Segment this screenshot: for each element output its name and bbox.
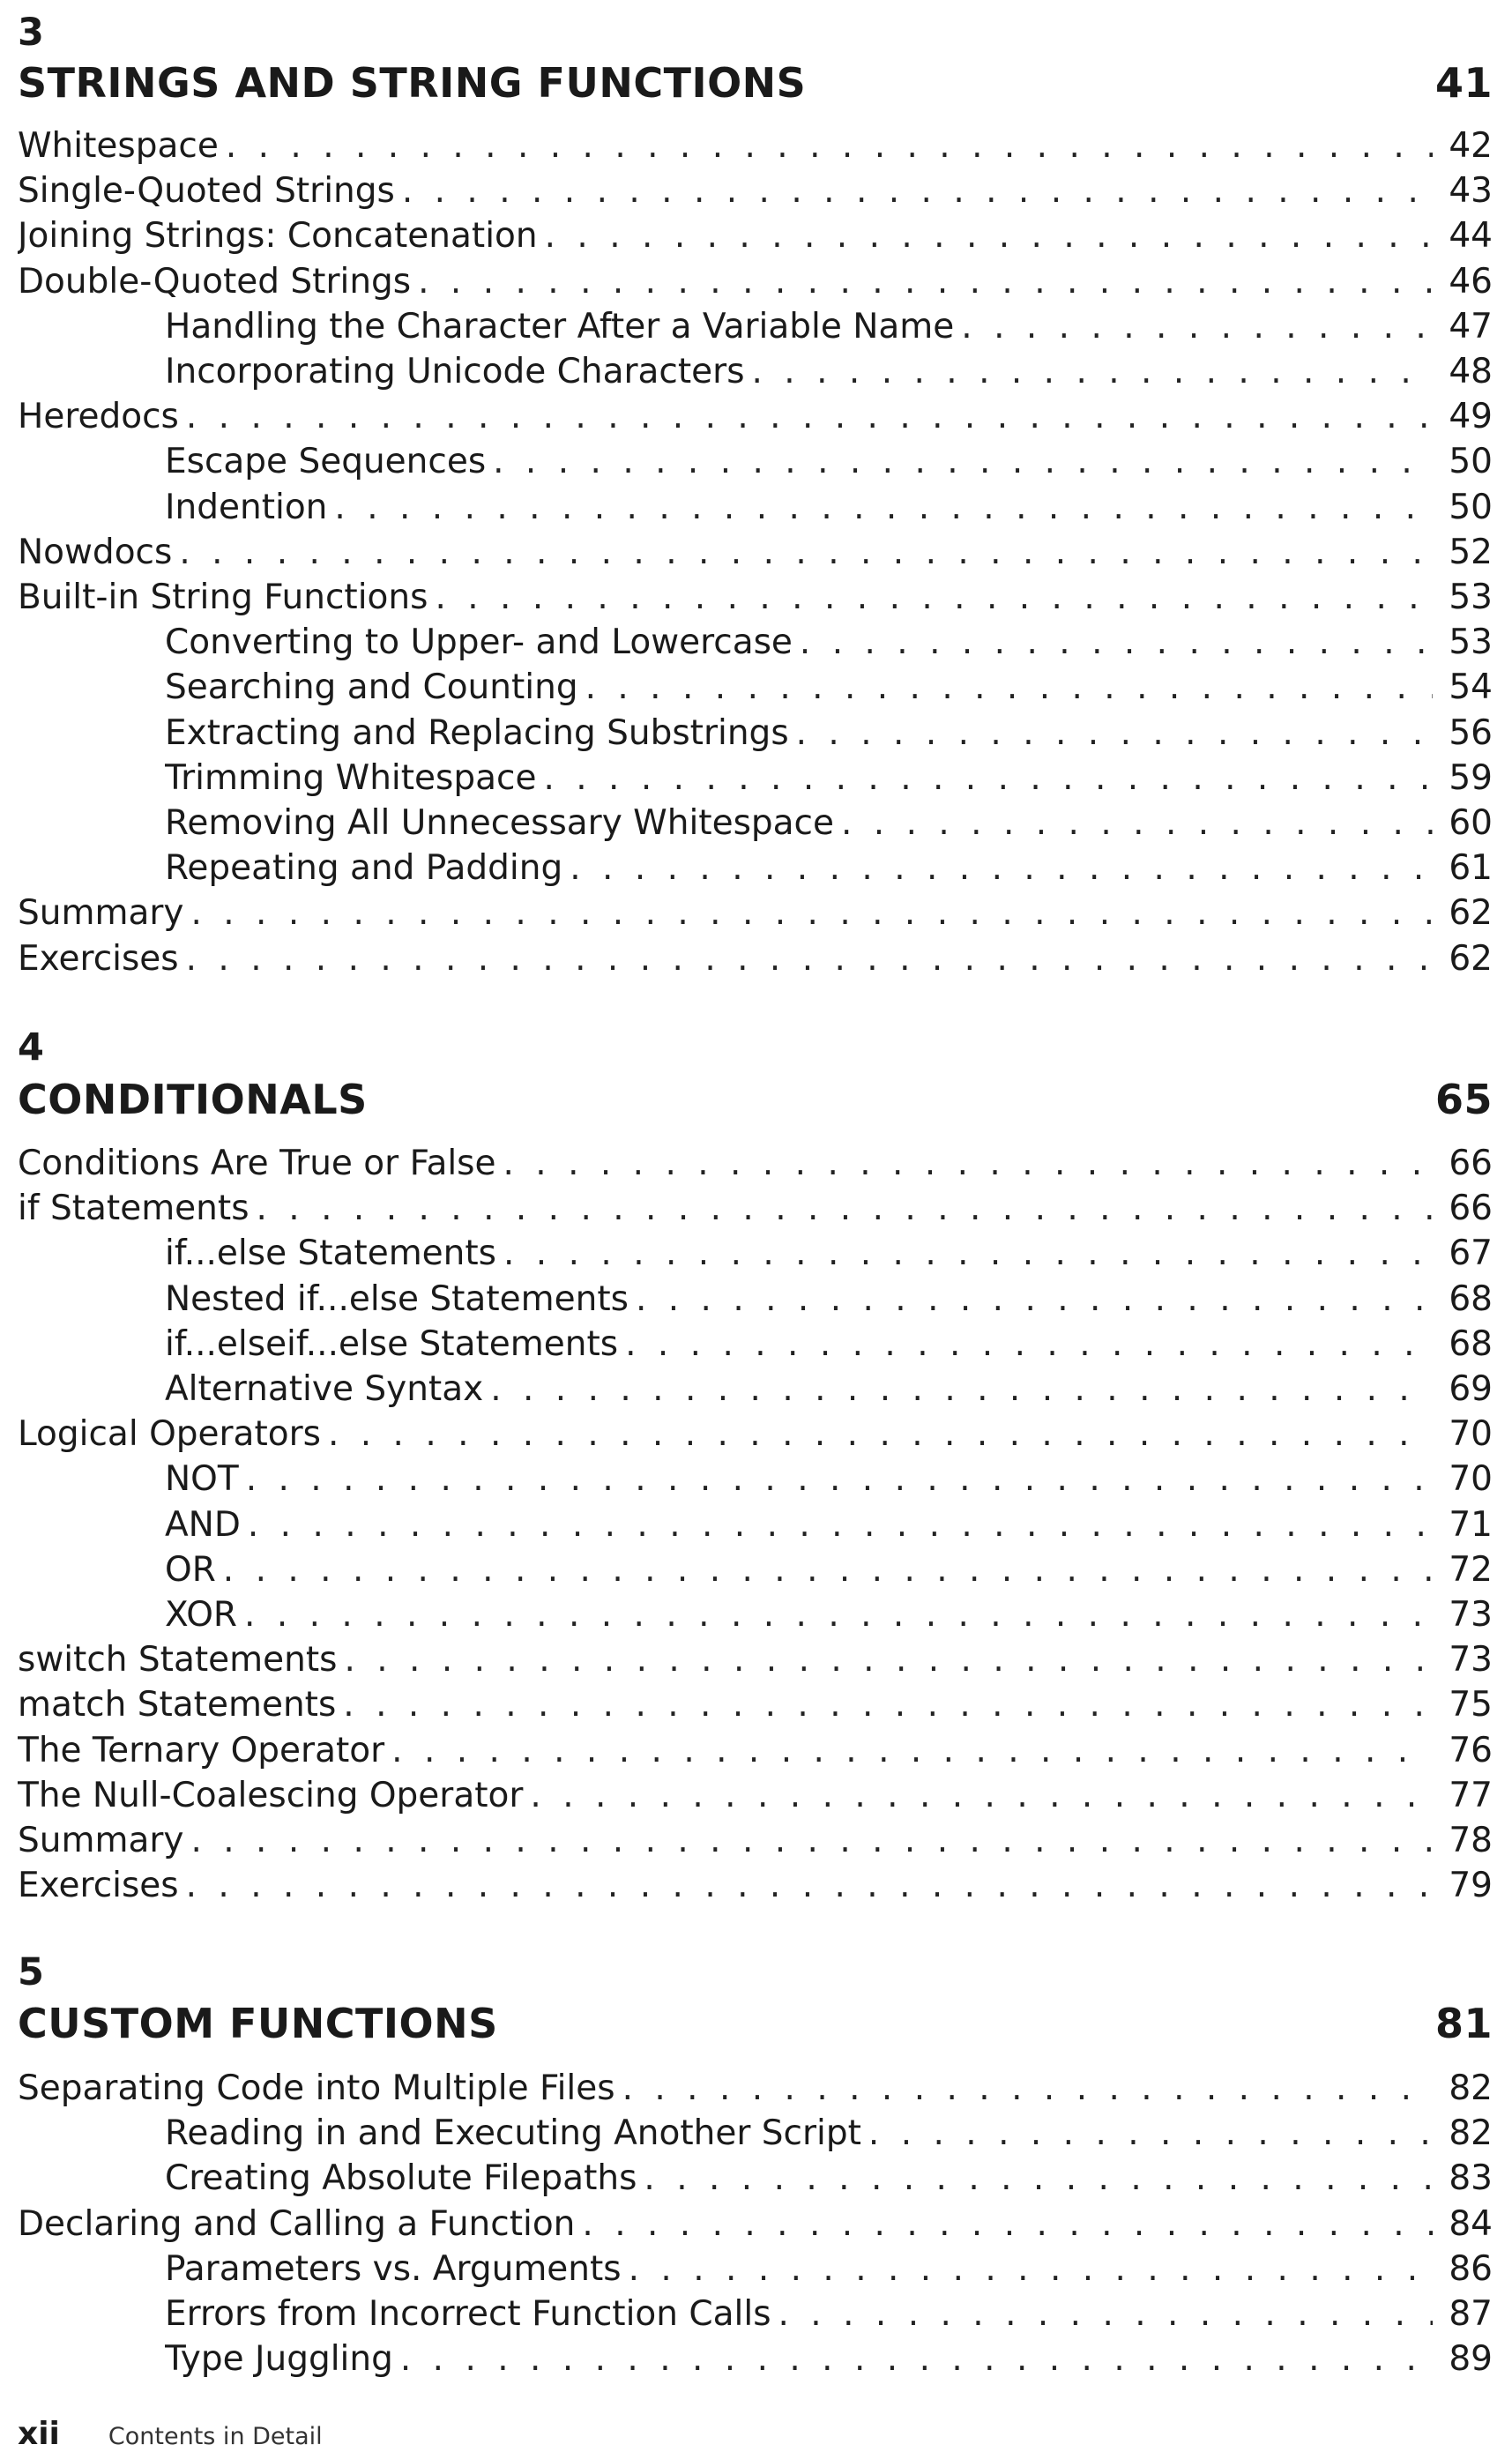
toc-entry-page: 53	[1449, 622, 1493, 663]
toc-entry-page: 73	[1449, 1640, 1493, 1681]
toc-entry-page: 54	[1449, 667, 1493, 708]
toc-entry-title: XOR	[165, 1595, 238, 1635]
toc-entry-page: 67	[1449, 1233, 1493, 1274]
chapter-title: CONDITIONALS	[18, 1076, 368, 1123]
toc-entry-page: 43	[1449, 171, 1493, 212]
toc-entry-page: 42	[1449, 126, 1493, 166]
chapter-title-row[interactable]	[18, 1076, 1493, 1123]
dot-leader	[172, 530, 1433, 575]
toc-entry-title: Indention	[165, 487, 328, 527]
toc-entry-page: 56	[1449, 712, 1493, 753]
page-footer	[18, 2416, 323, 2452]
toc-entry-page: 78	[1449, 1821, 1493, 1860]
toc-entry[interactable]	[165, 1502, 1493, 1547]
toc-entry[interactable]	[18, 1682, 1493, 1727]
toc-entry-page: 82	[1449, 2068, 1493, 2108]
dot-leader	[486, 439, 1433, 484]
toc-entry-title: if...else Statements	[165, 1233, 497, 1274]
dot-leader	[834, 801, 1433, 846]
dot-leader	[861, 2111, 1433, 2156]
toc-entry[interactable]	[18, 2066, 1493, 2111]
toc-entry[interactable]	[165, 801, 1493, 846]
toc-entry-page: 66	[1449, 1144, 1493, 1183]
toc-entry-page: 50	[1449, 442, 1493, 482]
toc-entry-title: OR	[165, 1549, 216, 1590]
chapter-number: 5	[18, 1950, 44, 1994]
toc-entry-title: Exercises	[18, 1866, 179, 1906]
toc-entry[interactable]	[165, 1457, 1493, 1502]
toc-entry-title: Creating Absolute Filepaths	[165, 2158, 637, 2199]
toc-entry-page: 68	[1449, 1323, 1493, 1364]
toc-entry[interactable]	[165, 711, 1493, 756]
dot-leader	[327, 485, 1433, 530]
dot-leader	[496, 1141, 1434, 1186]
toc-entry-page: 48	[1449, 352, 1493, 391]
toc-entry[interactable]	[18, 2202, 1493, 2247]
toc-entry[interactable]	[18, 891, 1493, 935]
toc-entry-title: Joining Strings: Concatenation	[18, 216, 538, 257]
toc-entry-page: 66	[1449, 1189, 1493, 1229]
chapter-page: 41	[1434, 59, 1493, 107]
dot-leader	[216, 1547, 1433, 1592]
toc-entry-page: 87	[1449, 2294, 1493, 2334]
toc-entry[interactable]	[165, 2156, 1493, 2201]
toc-entry-title: Double-Quoted Strings	[18, 261, 412, 302]
chapter-page: 65	[1434, 1076, 1493, 1123]
toc-entry-title: Summary	[18, 1821, 184, 1860]
toc-entry-title: Searching and Counting	[165, 667, 578, 708]
toc-entry-page: 59	[1449, 757, 1493, 798]
toc-entry-title: Nested if...else Statements	[165, 1278, 629, 1319]
toc-entry[interactable]	[18, 1412, 1493, 1457]
dot-leader	[183, 891, 1433, 935]
toc-entry[interactable]	[165, 756, 1493, 801]
toc-entry-title: if Statements	[18, 1189, 250, 1229]
toc-entry[interactable]	[18, 1773, 1493, 1818]
dot-leader	[622, 2247, 1433, 2292]
dot-leader	[771, 2292, 1433, 2336]
dot-leader	[496, 1231, 1433, 1276]
toc-entry-title: if...elseif...else Statements	[165, 1323, 619, 1364]
toc-entry-title: Conditions Are True or False	[18, 1144, 496, 1183]
toc-entry-page: 60	[1449, 803, 1493, 843]
toc-entry-title: Escape Sequences	[165, 442, 487, 482]
toc-entry[interactable]	[165, 1277, 1493, 1322]
toc-entry-title: Parameters vs. Arguments	[165, 2248, 622, 2289]
dot-leader	[179, 394, 1433, 439]
toc-entry-page: 83	[1449, 2158, 1493, 2199]
chapter-title-row[interactable]	[18, 2000, 1493, 2047]
toc-entry-title: Nowdocs	[18, 532, 173, 572]
toc-entry[interactable]	[165, 846, 1493, 891]
chapter-title-row[interactable]	[18, 59, 1493, 107]
dot-leader	[428, 575, 1433, 620]
chapter-title: STRINGS AND STRING FUNCTIONS	[18, 59, 807, 107]
toc-entry-title: The Ternary Operator	[18, 1730, 385, 1770]
toc-entry[interactable]	[165, 2336, 1493, 2381]
toc-entry-title: Incorporating Unicode Characters	[165, 352, 745, 391]
toc-entry-title: Repeating and Padding	[165, 848, 563, 889]
toc-entry-title: Converting to Upper- and Lowercase	[165, 622, 793, 663]
toc-entry-page: 82	[1449, 2113, 1493, 2154]
toc-entry-page: 61	[1449, 848, 1493, 889]
toc-entry[interactable]	[18, 1186, 1493, 1231]
toc-entry-page: 71	[1449, 1504, 1493, 1545]
chapter-title: CUSTOM FUNCTIONS	[18, 2000, 498, 2047]
toc-entry[interactable]	[165, 1322, 1493, 1367]
toc-entry[interactable]	[165, 620, 1493, 665]
toc-entry-title: Heredocs	[18, 397, 179, 437]
toc-entry[interactable]	[165, 665, 1493, 710]
dot-leader	[337, 1637, 1433, 1682]
footer-page-number: xii	[18, 2416, 60, 2452]
toc-entry[interactable]	[165, 485, 1493, 530]
toc-entry[interactable]	[18, 168, 1493, 213]
dot-leader	[789, 711, 1433, 756]
toc-entry-page: 79	[1449, 1866, 1493, 1906]
dot-leader	[538, 213, 1433, 258]
toc-entry-title: Extracting and Replacing Substrings	[165, 712, 789, 753]
toc-entry[interactable]	[18, 1863, 1493, 1908]
dot-leader	[237, 1592, 1433, 1637]
dot-leader	[536, 756, 1433, 801]
toc-entry[interactable]	[165, 1231, 1493, 1276]
toc-entry-page: 89	[1449, 2339, 1493, 2380]
toc-entry-page: 47	[1449, 306, 1493, 347]
toc-entry[interactable]	[18, 123, 1493, 168]
toc-entry-page: 50	[1449, 487, 1493, 527]
toc-entry-title: Handling the Character After a Variable Name	[165, 306, 955, 347]
chapter-number: 3	[18, 11, 44, 55]
dot-leader	[483, 1367, 1433, 1412]
toc-entry-page: 62	[1449, 893, 1493, 934]
dot-leader	[179, 1863, 1433, 1908]
toc-entry-page: 62	[1449, 938, 1493, 979]
footer-section-label: Contents in Detail	[108, 2423, 323, 2450]
toc-entry-page: 70	[1449, 1414, 1493, 1455]
toc-entry-page: 86	[1449, 2248, 1493, 2289]
toc-entry[interactable]	[18, 394, 1493, 439]
toc-entry-title: Trimming Whitespace	[165, 757, 537, 798]
dot-leader	[575, 2202, 1433, 2247]
toc-entry[interactable]	[165, 2247, 1493, 2292]
dot-leader	[384, 1728, 1433, 1773]
toc-entry-page: 46	[1449, 261, 1493, 302]
toc-entry-page: 52	[1449, 532, 1493, 572]
toc-entry-title: Removing All Unnecessary Whitespace	[165, 803, 834, 843]
toc-entry-title: The Null-Coalescing Operator	[18, 1775, 524, 1815]
toc-entry[interactable]	[165, 2111, 1493, 2156]
toc-entry-page: 75	[1449, 1685, 1493, 1725]
dot-leader	[395, 168, 1433, 213]
dot-leader	[219, 123, 1433, 168]
toc-entry[interactable]	[18, 530, 1493, 575]
toc-entry[interactable]	[18, 213, 1493, 258]
toc-entry[interactable]	[165, 349, 1493, 394]
toc-entry[interactable]	[18, 1818, 1493, 1863]
toc-entry[interactable]	[18, 575, 1493, 620]
toc-entry-page: 69	[1449, 1369, 1493, 1409]
dot-leader	[179, 936, 1433, 981]
toc-entry-title: Logical Operators	[18, 1414, 321, 1455]
dot-leader	[250, 1186, 1433, 1231]
toc-entry-title: Built-in String Functions	[18, 578, 428, 617]
toc-entry[interactable]	[165, 304, 1493, 349]
toc-entry[interactable]	[18, 259, 1493, 304]
dot-leader	[618, 1322, 1433, 1367]
dot-leader	[637, 2156, 1433, 2201]
toc-entry-title: AND	[165, 1504, 241, 1545]
toc-entry[interactable]	[18, 1728, 1493, 1773]
toc-entry-page: 73	[1449, 1595, 1493, 1635]
toc-entry[interactable]	[165, 1367, 1493, 1412]
toc-entry-page: 77	[1449, 1775, 1493, 1815]
dot-leader	[241, 1502, 1433, 1547]
toc-entry[interactable]	[18, 936, 1493, 981]
toc-entry-page: 53	[1449, 578, 1493, 617]
dot-leader	[411, 259, 1433, 304]
toc-entry-title: Summary	[18, 893, 184, 934]
toc-entry[interactable]	[165, 1547, 1493, 1592]
toc-entry-page: 72	[1449, 1549, 1493, 1590]
toc-entry-page: 44	[1449, 216, 1493, 257]
toc-entry[interactable]	[18, 1141, 1493, 1186]
toc-entry-page: 76	[1449, 1730, 1493, 1770]
toc-entry-title: match Statements	[18, 1685, 337, 1725]
dot-leader	[745, 349, 1433, 394]
toc-entry-title: Errors from Incorrect Function Calls	[165, 2294, 771, 2334]
toc-entry[interactable]	[165, 2292, 1493, 2336]
toc-entry-title: Exercises	[18, 938, 179, 979]
dot-leader	[321, 1412, 1433, 1457]
toc-entry-title: Reading in and Executing Another Script	[165, 2113, 861, 2154]
dot-leader	[615, 2066, 1433, 2111]
toc-entry-page: 68	[1449, 1278, 1493, 1319]
toc-entry[interactable]	[18, 1637, 1493, 1682]
chapter-page: 81	[1434, 2000, 1493, 2047]
dot-leader	[578, 665, 1433, 710]
toc-entry[interactable]	[165, 439, 1493, 484]
dot-leader	[793, 620, 1433, 665]
toc-entry-title: Single-Quoted Strings	[18, 171, 395, 212]
dot-leader	[336, 1682, 1433, 1727]
toc-entry-title: switch Statements	[18, 1640, 338, 1681]
toc-entry-page: 70	[1449, 1459, 1493, 1500]
dot-leader	[183, 1818, 1433, 1863]
toc-entry-title: Whitespace	[18, 126, 219, 166]
toc-entry-title: Alternative Syntax	[165, 1369, 484, 1409]
dot-leader	[393, 2336, 1433, 2381]
dot-leader	[523, 1773, 1433, 1818]
dot-leader	[629, 1277, 1433, 1322]
dot-leader	[239, 1457, 1433, 1502]
toc-entry-title: Declaring and Calling a Function	[18, 2203, 576, 2244]
chapter-number: 4	[18, 1025, 44, 1069]
toc-entry-title: NOT	[165, 1459, 239, 1500]
dot-leader	[562, 846, 1433, 891]
toc-entry-page: 84	[1449, 2203, 1493, 2244]
dot-leader	[954, 304, 1433, 349]
toc-entry-title: Separating Code into Multiple Files	[18, 2068, 615, 2108]
toc-entry-title: Type Juggling	[165, 2339, 393, 2380]
toc-entry-page: 49	[1449, 397, 1493, 437]
toc-entry[interactable]	[165, 1592, 1493, 1637]
